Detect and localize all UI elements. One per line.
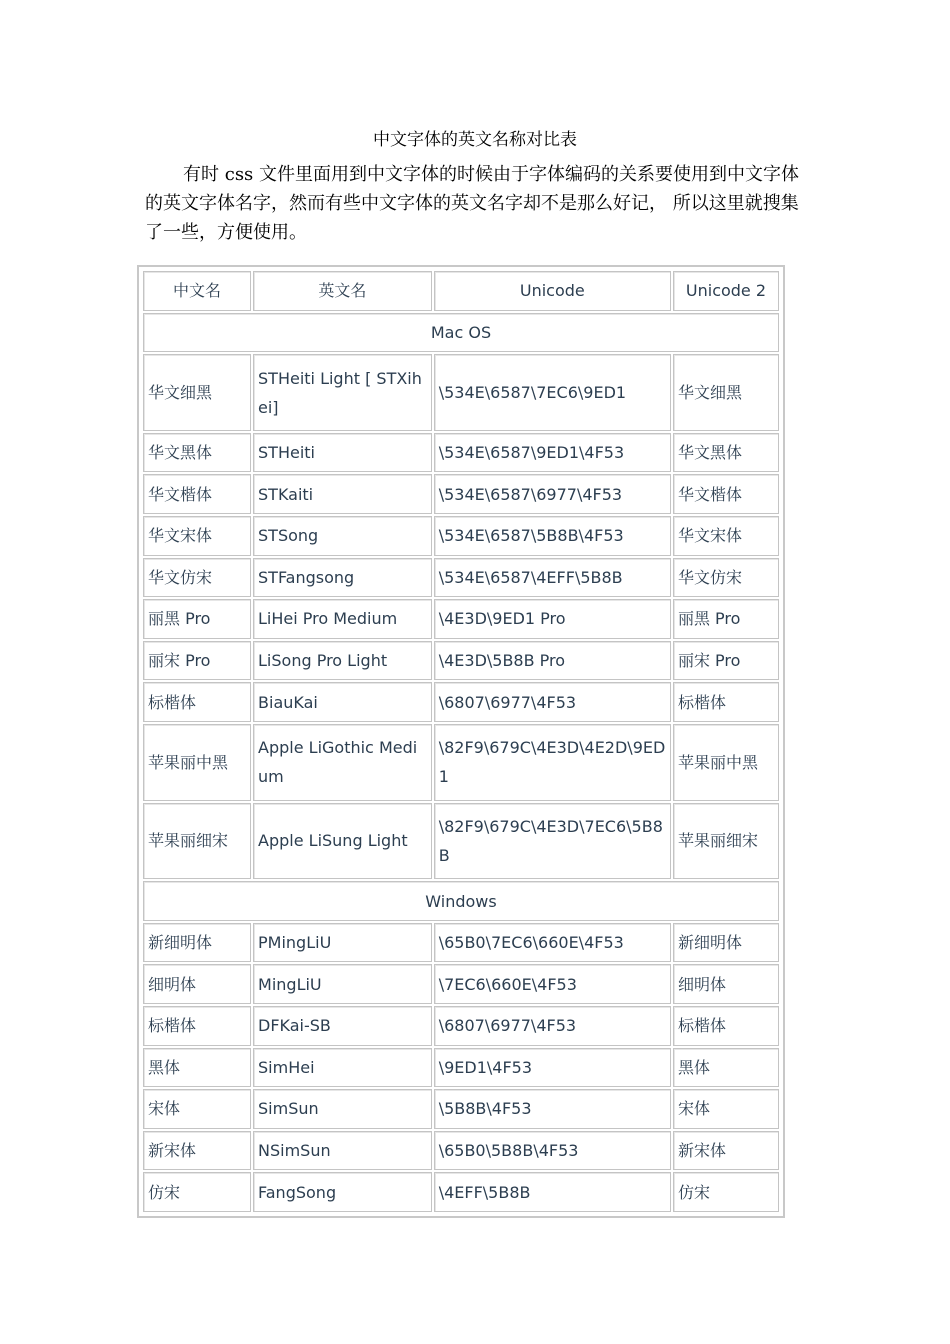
cell-english-name: Apple LiGothic Medium bbox=[253, 724, 432, 801]
cell-unicode: \7EC6\660E\4F53 bbox=[434, 964, 671, 1004]
cell-unicode-2: 华文仿宋 bbox=[673, 558, 779, 598]
table-row bbox=[143, 1172, 779, 1212]
cell-english-name: Apple LiSung Light bbox=[253, 803, 432, 880]
cell-chinese-name: 华文黑体 bbox=[143, 433, 251, 473]
cell-unicode-2: 新宋体 bbox=[673, 1131, 779, 1171]
cell-english-name: STKaiti bbox=[253, 474, 432, 514]
cell-unicode-2: 华文楷体 bbox=[673, 474, 779, 514]
cell-unicode-2: 宋体 bbox=[673, 1089, 779, 1129]
cell-unicode-2: 华文宋体 bbox=[673, 516, 779, 556]
header-english-name: 英文名 bbox=[253, 271, 432, 311]
cell-chinese-name: 黑体 bbox=[143, 1048, 251, 1088]
table-row bbox=[143, 1006, 779, 1046]
cell-unicode: \534E\6587\5B8B\4F53 bbox=[434, 516, 671, 556]
cell-chinese-name: 新宋体 bbox=[143, 1131, 251, 1171]
cell-english-name: DFKai-SB bbox=[253, 1006, 432, 1046]
cell-english-name: NSimSun bbox=[253, 1131, 432, 1171]
table-row bbox=[143, 803, 779, 880]
cell-english-name: SimSun bbox=[253, 1089, 432, 1129]
cell-unicode-2: 仿宋 bbox=[673, 1172, 779, 1212]
cell-english-name: LiHei Pro Medium bbox=[253, 599, 432, 639]
cell-chinese-name: 新细明体 bbox=[143, 923, 251, 963]
header-unicode: Unicode bbox=[434, 271, 671, 311]
table-row bbox=[143, 1131, 779, 1171]
cell-unicode-2: 华文黑体 bbox=[673, 433, 779, 473]
table-row bbox=[143, 641, 779, 681]
intro-css-word: css bbox=[224, 164, 254, 185]
cell-english-name: LiSong Pro Light bbox=[253, 641, 432, 681]
section-heading: Mac OS bbox=[143, 313, 779, 353]
table-body bbox=[143, 271, 779, 1212]
cell-unicode: \534E\6587\6977\4F53 bbox=[434, 474, 671, 514]
cell-unicode: \65B0\5B8B\4F53 bbox=[434, 1131, 671, 1171]
table-row bbox=[143, 558, 779, 598]
section-row bbox=[143, 313, 779, 353]
cell-unicode-2: 苹果丽中黑 bbox=[673, 724, 779, 801]
cell-english-name: STSong bbox=[253, 516, 432, 556]
cell-chinese-name: 宋体 bbox=[143, 1089, 251, 1129]
cell-unicode-2: 丽黑 Pro bbox=[673, 599, 779, 639]
cell-unicode-2: 黑体 bbox=[673, 1048, 779, 1088]
cell-english-name: STFangsong bbox=[253, 558, 432, 598]
cell-unicode-2: 细明体 bbox=[673, 964, 779, 1004]
intro-paragraph bbox=[145, 160, 815, 247]
cell-english-name: MingLiU bbox=[253, 964, 432, 1004]
cell-unicode: \534E\6587\9ED1\4F53 bbox=[434, 433, 671, 473]
cell-chinese-name: 苹果丽细宋 bbox=[143, 803, 251, 880]
table-row bbox=[143, 599, 779, 639]
cell-chinese-name: 华文楷体 bbox=[143, 474, 251, 514]
cell-unicode-2: 新细明体 bbox=[673, 923, 779, 963]
cell-unicode-2: 标楷体 bbox=[673, 682, 779, 722]
cell-unicode: \4EFF\5B8B bbox=[434, 1172, 671, 1212]
cell-unicode: \9ED1\4F53 bbox=[434, 1048, 671, 1088]
section-row bbox=[143, 881, 779, 921]
table-row bbox=[143, 474, 779, 514]
cell-english-name: PMingLiU bbox=[253, 923, 432, 963]
section-heading: Windows bbox=[143, 881, 779, 921]
header-unicode-2: Unicode 2 bbox=[673, 271, 779, 311]
cell-unicode: \6807\6977\4F53 bbox=[434, 682, 671, 722]
table-row bbox=[143, 516, 779, 556]
table-row bbox=[143, 682, 779, 722]
cell-chinese-name: 丽宋 Pro bbox=[143, 641, 251, 681]
cell-english-name: STHeiti bbox=[253, 433, 432, 473]
cell-unicode: \4E3D\5B8B Pro bbox=[434, 641, 671, 681]
cell-english-name: STHeiti Light [ STXihei] bbox=[253, 354, 432, 431]
table-row bbox=[143, 1089, 779, 1129]
cell-english-name: FangSong bbox=[253, 1172, 432, 1212]
cell-english-name: BiauKai bbox=[253, 682, 432, 722]
table-row bbox=[143, 923, 779, 963]
cell-unicode: \82F9\679C\4E3D\4E2D\9ED1 bbox=[434, 724, 671, 801]
cell-unicode: \534E\6587\4EFF\5B8B bbox=[434, 558, 671, 598]
table-row bbox=[143, 354, 779, 431]
table-row bbox=[143, 433, 779, 473]
cell-chinese-name: 仿宋 bbox=[143, 1172, 251, 1212]
cell-chinese-name: 华文宋体 bbox=[143, 516, 251, 556]
cell-unicode-2: 标楷体 bbox=[673, 1006, 779, 1046]
cell-chinese-name: 苹果丽中黑 bbox=[143, 724, 251, 801]
cell-unicode: \534E\6587\7EC6\9ED1 bbox=[434, 354, 671, 431]
intro-text-start: 有时 bbox=[183, 164, 225, 185]
header-chinese-name: 中文名 bbox=[143, 271, 251, 311]
cell-english-name: SimHei bbox=[253, 1048, 432, 1088]
cell-unicode: \6807\6977\4F53 bbox=[434, 1006, 671, 1046]
cell-unicode-2: 丽宋 Pro bbox=[673, 641, 779, 681]
cell-unicode: \4E3D\9ED1 Pro bbox=[434, 599, 671, 639]
cell-unicode: \82F9\679C\4E3D\7EC6\5B8B bbox=[434, 803, 671, 880]
table-header-row bbox=[143, 271, 779, 311]
cell-unicode: \5B8B\4F53 bbox=[434, 1089, 671, 1129]
cell-unicode-2: 苹果丽细宋 bbox=[673, 803, 779, 880]
intro-text-rest: 文件里面用到中文字体的时候由于字体编码的关系要使用到中文字体的英文字体名字，然而有些中文字体的英文名字却不是那么好记， 所以这里就搜集了一些，方便使用。 bbox=[145, 164, 800, 243]
cell-chinese-name: 丽黑 Pro bbox=[143, 599, 251, 639]
page-title: 中文字体的英文名称对比表 bbox=[373, 130, 577, 150]
font-name-table bbox=[141, 269, 781, 1214]
cell-unicode-2: 华文细黑 bbox=[673, 354, 779, 431]
font-name-table-frame bbox=[137, 265, 785, 1218]
table-row bbox=[143, 1048, 779, 1088]
cell-chinese-name: 标楷体 bbox=[143, 682, 251, 722]
table-row bbox=[143, 724, 779, 801]
cell-chinese-name: 标楷体 bbox=[143, 1006, 251, 1046]
table-row bbox=[143, 964, 779, 1004]
cell-chinese-name: 华文仿宋 bbox=[143, 558, 251, 598]
cell-chinese-name: 细明体 bbox=[143, 964, 251, 1004]
cell-unicode: \65B0\7EC6\660E\4F53 bbox=[434, 923, 671, 963]
cell-chinese-name: 华文细黑 bbox=[143, 354, 251, 431]
